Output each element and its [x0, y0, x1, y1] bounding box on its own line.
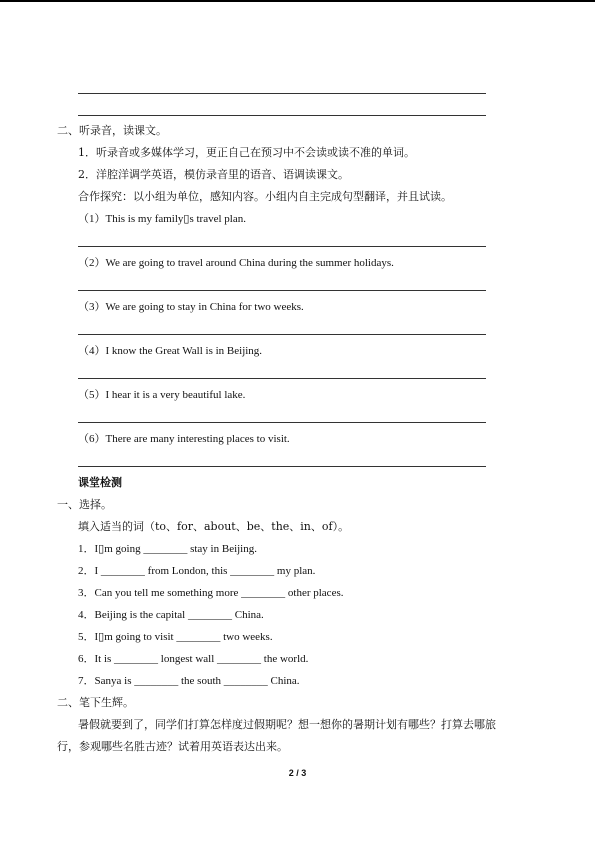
fill-in-instruction: 填入适当的词（to、for、about、be、the、in、of）。: [78, 520, 350, 533]
fill-in-item: 2．I ________ from London, this ________ my plan.: [78, 565, 316, 577]
fill-in-item: 6．It is ________ longest wall ________ the world.: [78, 653, 309, 665]
writing-prompt-line-2: 行，参观哪些名胜古迹？试着用英语表达出来。: [57, 740, 288, 753]
translation-sentence: （4）I know the Great Wall is in Beijing.: [78, 345, 263, 357]
fill-in-item: 1．I▯m going ________ stay in Beijing.: [78, 543, 257, 555]
translation-sentence: （5）I hear it is a very beautiful lake.: [78, 389, 246, 401]
section2-heading: 二、听录音，读课文。: [57, 124, 167, 137]
part1-heading: 一、选择。: [57, 498, 112, 511]
page-number: 2 / 3: [288, 768, 307, 778]
answer-line: [78, 378, 486, 379]
answer-line: [78, 93, 486, 94]
section2-item-1: 1．听录音或多媒体学习，更正自己在预习中不会读或读不准的单词。: [78, 146, 415, 159]
translation-sentence: （3）We are going to stay in China for two weeks.: [78, 301, 304, 313]
answer-line: [78, 466, 486, 467]
translation-sentence: （2）We are going to travel around China during the summer holidays.: [78, 257, 394, 269]
section2-item-2: 2．洋腔洋调学英语，模仿录音里的语音、语调读课文。: [78, 168, 349, 181]
answer-line: [78, 115, 486, 116]
part2-heading: 二、笔下生辉。: [57, 696, 134, 709]
translation-sentence: （1）This is my family▯s travel plan.: [78, 213, 246, 225]
fill-in-item: 7．Sanya is ________ the south ________ China.: [78, 675, 300, 687]
page-top-border: [0, 0, 595, 2]
fill-in-item: 5．I▯m going to visit ________ two weeks.: [78, 631, 273, 643]
fill-in-item: 4．Beijing is the capital ________ China.: [78, 609, 264, 621]
answer-line: [78, 290, 486, 291]
classroom-test-title: 课堂检测: [78, 476, 122, 489]
fill-in-item: 3．Can you tell me something more ________ other places.: [78, 587, 344, 599]
answer-line: [78, 334, 486, 335]
cooperative-inquiry: 合作探究：以小组为单位，感知内容。小组内自主完成句型翻译，并且试读。: [78, 190, 452, 203]
translation-sentence: （6）There are many interesting places to visit.: [78, 433, 290, 445]
answer-line: [78, 246, 486, 247]
writing-prompt-line-1: 暑假就要到了，同学们打算怎样度过假期呢？想一想你的暑期计划有哪些？打算去哪旅: [78, 718, 496, 731]
answer-line: [78, 422, 486, 423]
